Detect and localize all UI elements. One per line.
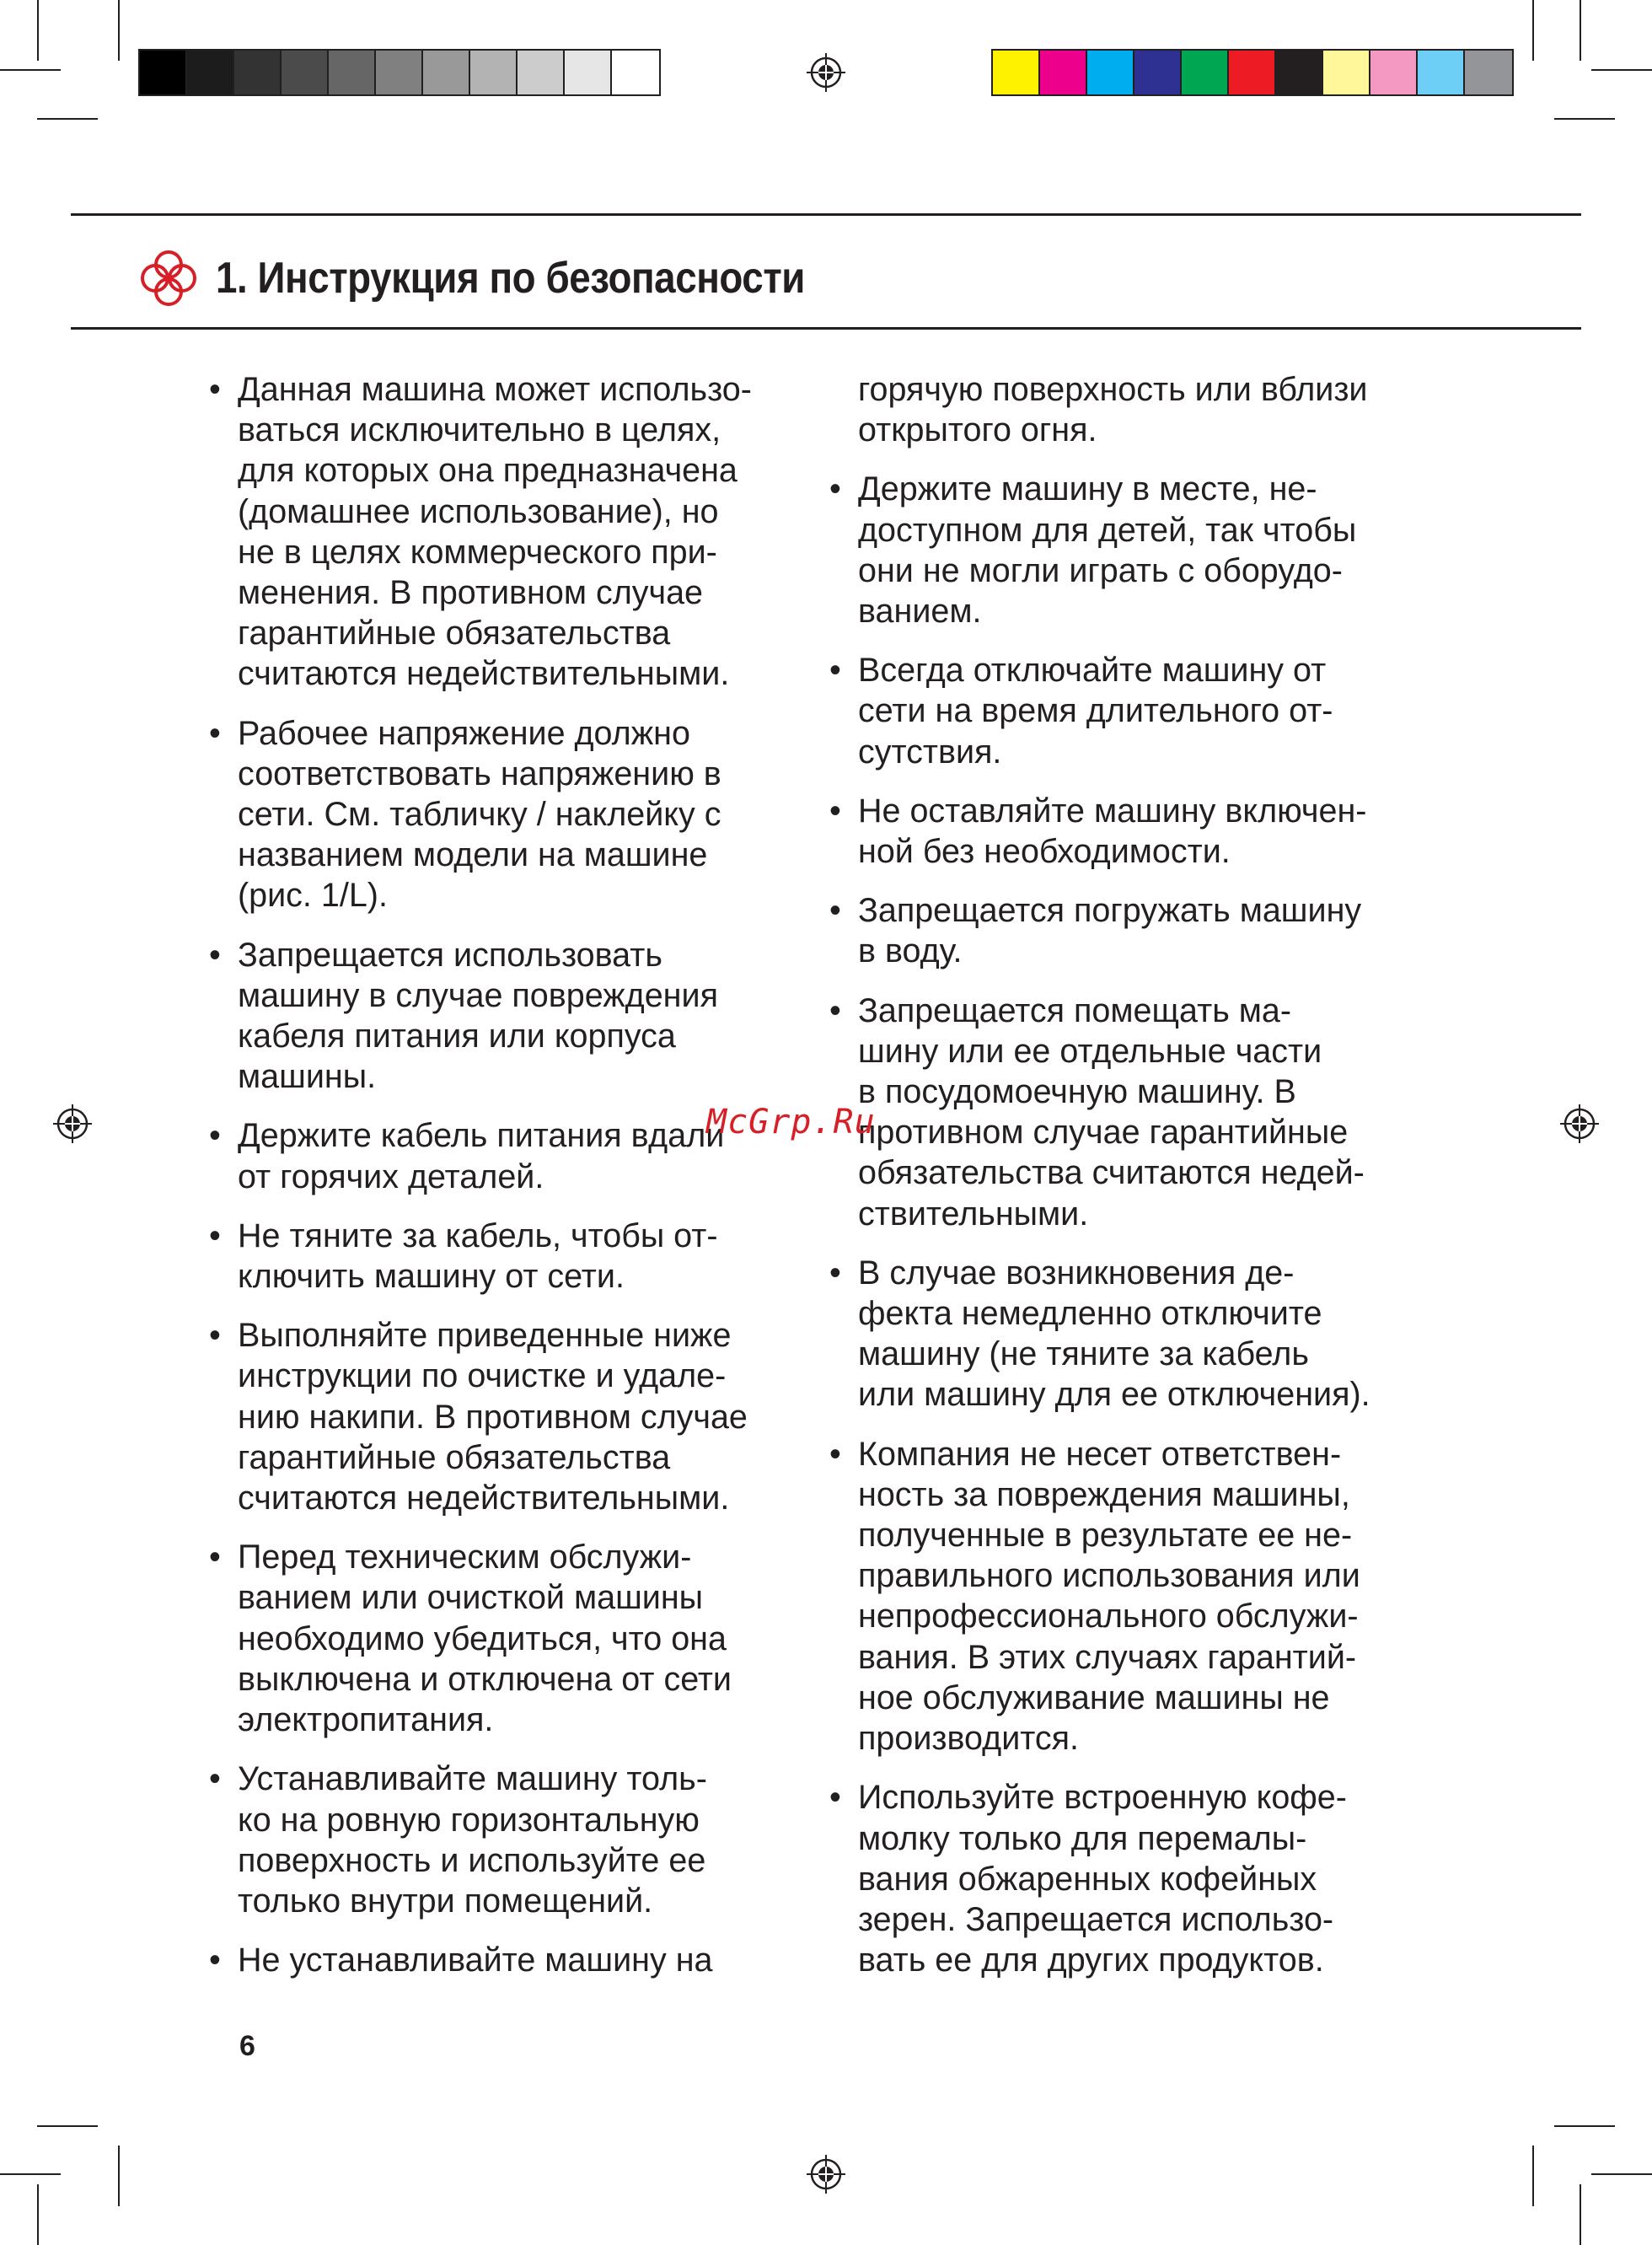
- crop-mark: [118, 0, 120, 61]
- color-swatch: [1134, 51, 1182, 94]
- list-item: [829, 650, 1419, 772]
- text-line: поверхность и используйте ее: [238, 1841, 706, 1879]
- text-line: Запрещается помещать ма-: [858, 991, 1292, 1029]
- text-line: ствительными.: [858, 1195, 1089, 1233]
- list-item: [829, 890, 1419, 971]
- crop-mark: [0, 2173, 61, 2175]
- text-line: В случае возникновения де-: [858, 1254, 1295, 1292]
- crop-mark: [1580, 2184, 1581, 2245]
- color-swatch: [993, 51, 1040, 94]
- text-line: непрофессионального обслужи-: [858, 1598, 1359, 1635]
- text-line: доступном для детей, так чтобы: [858, 511, 1357, 549]
- text-line: Всегда отключайте машину от: [858, 652, 1327, 690]
- crop-mark: [37, 2184, 39, 2245]
- text-line: ное обслуживание машины не: [858, 1678, 1330, 1716]
- text-line: гарантийные обязательства: [238, 615, 671, 653]
- text-line: Компания не несет ответствен-: [858, 1435, 1342, 1473]
- text-line: менения. В противном случае: [238, 574, 704, 612]
- crop-mark: [118, 2146, 120, 2206]
- text-line: названием модели на машине: [238, 836, 708, 874]
- color-swatch: [329, 51, 376, 94]
- text-line: молку только для перемалы-: [858, 1819, 1307, 1857]
- text-line: ванием или очисткой машины: [238, 1579, 704, 1617]
- bullet: •: [209, 1539, 221, 1576]
- text-line: фекта немедленно отключите: [858, 1295, 1322, 1333]
- list-item: [209, 1537, 799, 1740]
- left-column: [209, 369, 799, 1999]
- list-item: [209, 935, 799, 1098]
- color-swatch: [1465, 51, 1512, 94]
- text-line: считаются недействительными.: [238, 1480, 730, 1517]
- text-line: правильного использования или: [858, 1557, 1360, 1595]
- list-item: [209, 1940, 799, 1980]
- text-line: соответствовать напряжению в: [238, 755, 721, 792]
- crop-mark: [1554, 118, 1615, 120]
- text-line: вания обжаренных кофейных: [858, 1860, 1317, 1898]
- text-line: Запрещается использовать: [238, 936, 662, 974]
- text-line: ко на ровную горизонтальную: [238, 1801, 700, 1839]
- list-item: [829, 469, 1419, 631]
- text-line: кабеля питания или корпуса: [238, 1018, 676, 1055]
- color-swatch: [1087, 51, 1134, 94]
- registration-mark-icon: [807, 53, 845, 92]
- color-swatch: [140, 51, 187, 94]
- header-bottom-rule: [71, 327, 1581, 330]
- list-item: [209, 1315, 799, 1518]
- text-line: ность за повреждения машины,: [858, 1475, 1350, 1513]
- color-swatch: [1040, 51, 1087, 94]
- crop-mark: [1591, 2173, 1652, 2175]
- text-line: (домашнее использование), но: [238, 492, 719, 530]
- color-swatch: [1229, 51, 1276, 94]
- registration-mark-icon: [807, 2155, 845, 2194]
- text-line: для которых она предназначена: [238, 452, 738, 490]
- text-line: сети на время длительного от-: [858, 692, 1333, 730]
- text-line: Используйте встроенную кофе-: [858, 1779, 1347, 1817]
- header-top-rule: [71, 213, 1581, 216]
- bullet: •: [209, 1760, 221, 1798]
- text-line: Выполняйте приведенные ниже: [238, 1317, 732, 1355]
- bullet: •: [209, 1117, 221, 1155]
- bullet: •: [829, 892, 841, 930]
- crop-mark: [1580, 0, 1581, 61]
- text-line: сети. См. табличку / наклейку с: [238, 796, 721, 834]
- page-title: 1. Инструкция по безопасности: [216, 254, 805, 303]
- crop-mark: [1532, 0, 1534, 61]
- text-line: зерен. Запрещается использо-: [858, 1900, 1334, 1938]
- text-line: открытого огня.: [858, 411, 1097, 449]
- process-color-bar: [991, 49, 1514, 96]
- text-line: от горячих деталей.: [238, 1157, 544, 1195]
- text-line: сутствия.: [858, 733, 1002, 771]
- text-line: полученные в результате ее не-: [858, 1517, 1353, 1555]
- color-swatch: [187, 51, 234, 94]
- text-line: электропитания.: [238, 1701, 494, 1739]
- color-swatch: [282, 51, 329, 94]
- bullet: •: [829, 1254, 841, 1292]
- text-line: Устанавливайте машину толь-: [238, 1760, 707, 1798]
- color-swatch: [423, 51, 470, 94]
- color-swatch: [470, 51, 518, 94]
- continued-paragraph: [829, 369, 1419, 450]
- text-line: противном случае гарантийные: [858, 1114, 1349, 1152]
- text-line: ванием.: [858, 593, 982, 631]
- list-item: [209, 713, 799, 916]
- text-line: горячую поверхность или вблизи: [858, 371, 1368, 408]
- watermark: McGrp.Ru: [706, 1103, 876, 1141]
- text-line: необходимо убедиться, что она: [238, 1619, 727, 1657]
- section-header: [135, 244, 885, 312]
- text-line: они не могли играть с оборудо-: [858, 551, 1343, 589]
- color-swatch: [1323, 51, 1370, 94]
- crop-mark: [0, 69, 61, 71]
- bullet: •: [209, 936, 221, 974]
- text-line: не в целях коммерческого при-: [238, 533, 717, 571]
- text-line: (рис. 1/L).: [238, 877, 388, 915]
- color-swatch: [518, 51, 565, 94]
- list-item: [829, 1777, 1419, 1980]
- grayscale-color-bar: [138, 49, 661, 96]
- text-line: считаются недействительными.: [238, 655, 730, 693]
- text-line: машину (не тяните за кабель: [858, 1335, 1309, 1373]
- crop-mark: [37, 2125, 98, 2127]
- crop-mark: [37, 0, 39, 61]
- color-swatch: [234, 51, 282, 94]
- list-item: [209, 1216, 799, 1297]
- text-line: шину или ее отдельные части: [858, 1032, 1322, 1070]
- crop-mark: [37, 118, 98, 120]
- bullet: •: [829, 1779, 841, 1817]
- list-item: [829, 1253, 1419, 1415]
- crop-mark: [1554, 2125, 1615, 2127]
- text-line: Перед техническим обслужи-: [238, 1539, 692, 1576]
- page-number: 6: [239, 2030, 255, 2062]
- crop-mark: [1591, 69, 1652, 71]
- text-line: Не оставляйте машину включен-: [858, 792, 1367, 830]
- text-line: производится.: [858, 1720, 1080, 1758]
- text-line: Не тяните за кабель, чтобы от-: [238, 1216, 718, 1254]
- text-line: ной без необходимости.: [858, 833, 1231, 871]
- text-line: или машину для ее отключения).: [858, 1376, 1370, 1414]
- bullet: •: [209, 1942, 221, 1979]
- color-swatch: [1182, 51, 1229, 94]
- crop-mark: [1532, 2146, 1534, 2206]
- color-swatch: [565, 51, 612, 94]
- color-swatch: [1276, 51, 1323, 94]
- color-swatch: [1370, 51, 1418, 94]
- bullet: •: [209, 1216, 221, 1254]
- color-swatch: [376, 51, 423, 94]
- text-line: ключить машину от сети.: [238, 1258, 625, 1296]
- text-line: Держите машину в месте, не-: [858, 470, 1317, 508]
- text-line: в посудомоечную машину. В: [858, 1073, 1296, 1111]
- flower-logo-icon: [135, 244, 202, 312]
- bullet: •: [829, 652, 841, 690]
- registration-mark-icon: [1560, 1104, 1599, 1143]
- text-line: инструкции по очистке и удале-: [238, 1357, 727, 1395]
- bullet: •: [209, 714, 221, 752]
- text-line: вать ее для других продуктов.: [858, 1942, 1324, 1979]
- color-swatch: [1418, 51, 1465, 94]
- text-line: выключена и отключена от сети: [238, 1660, 732, 1698]
- text-line: нию накипи. В противном случае: [238, 1398, 748, 1436]
- list-item: [209, 369, 799, 695]
- list-item: [209, 1759, 799, 1921]
- text-line: в воду.: [858, 932, 963, 970]
- text-line: Данная машина может использо-: [238, 371, 752, 408]
- text-line: вания. В этих случаях гарантий-: [858, 1638, 1357, 1676]
- text-line: обязательства считаются недей-: [858, 1154, 1365, 1192]
- text-line: только внутри помещений.: [238, 1882, 653, 1920]
- list-item: [829, 991, 1419, 1234]
- bullet: •: [829, 1435, 841, 1473]
- text-line: Рабочее напряжение должно: [238, 714, 690, 752]
- bullet: •: [829, 991, 841, 1029]
- text-line: Держите кабель питания вдали: [238, 1117, 725, 1155]
- bullet: •: [209, 371, 221, 408]
- list-item: [829, 791, 1419, 872]
- text-line: машину в случае повреждения: [238, 976, 718, 1014]
- text-line: Запрещается погружать машину: [858, 892, 1362, 930]
- registration-mark-icon: [53, 1104, 92, 1143]
- color-swatch: [612, 51, 659, 94]
- text-line: гарантийные обязательства: [238, 1438, 671, 1476]
- bullet: •: [829, 470, 841, 508]
- text-line: Не устанавливайте машину на: [238, 1942, 713, 1979]
- text-line: ваться исключительно в целях,: [238, 411, 721, 449]
- right-column: [829, 369, 1419, 1999]
- bullet: •: [209, 1317, 221, 1355]
- list-item: [829, 1434, 1419, 1759]
- text-line: машины.: [238, 1058, 377, 1096]
- bullet: •: [829, 792, 841, 830]
